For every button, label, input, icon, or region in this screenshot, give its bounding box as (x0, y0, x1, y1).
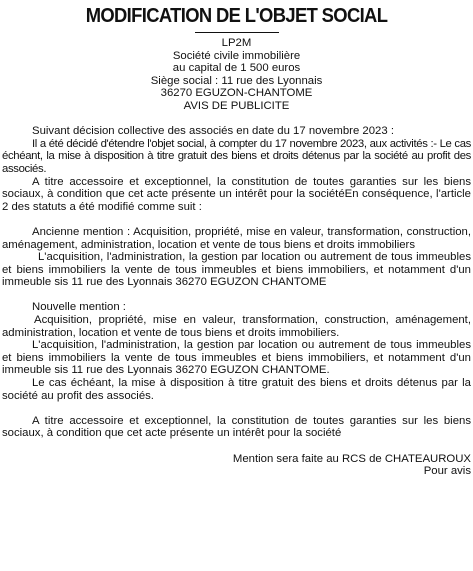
company-type: Société civile immobilière (172, 49, 301, 62)
notice-title: MODIFICATION DE L'OBJET SOCIAL (85, 5, 388, 27)
paragraph-guarantees: A titre accessoire et exceptionnel, la constitution de toutes garanties sur les biens sociaux, à condition que cet acte présente un intérêt pour la sociétéEn conséquence, l'article 2 des statuts a été modifié comme suit : (2, 175, 471, 213)
paragraph-new-mention-3: Le cas échéant, la mise à disposition à titre gratuit des biens et droits détenus par la société au profit des associés. (2, 377, 471, 402)
paragraph-new-mention-4: A titre accessoire et exceptionnel, la constitution de toutes garanties sur les biens sociaux, à condition que cet acte présente un intérêt pour la société (2, 414, 471, 440)
paragraph-old-mention-2: L'acquisition, l'administration, la gestion par location ou autrement de tous immeubles et biens immobiliers la vente de tous immeubles et biens immobiliers, et notamment d'un immeuble sis 11 rue des Lyonnais 36270 EGUZON CHANTOME (2, 251, 471, 289)
title-underline (195, 32, 279, 33)
footer-signoff: Pour avis (423, 465, 471, 478)
notice-type: AVIS DE PUBLICITE (183, 99, 290, 112)
spacer (2, 113, 471, 126)
spacer (2, 440, 471, 453)
spacer (2, 213, 471, 226)
company-city: 36270 EGUZON-CHANTOME (160, 87, 313, 100)
footer-rcs: Mention sera faite au RCS de CHATEAUROUX (232, 452, 471, 465)
spacer (2, 289, 471, 302)
paragraph-new-mention-heading: Nouvelle mention : (32, 301, 126, 314)
paragraph-decision: Suivant décision collective des associés en date du 17 novembre 2023 : (32, 125, 394, 138)
spacer (2, 402, 471, 415)
paragraph-new-mention-1: Acquisition, propriété, mise en valeur, transformation, construction, aménagement, administration, location et vente de tous biens et droits immobiliers. (2, 314, 471, 339)
company-header (2, 37, 471, 113)
paragraph-new-mention-2: L'acquisition, l'administration, la gestion par location ou autrement de tous immeubles et biens immobiliers la vente de tous immeubles et biens immobiliers, et notamment d'un immeuble sis 11 rue des Lyonnais 36270 EGUZON CHANTOME. (2, 339, 471, 377)
company-seat: Siège social : 11 rue des Lyonnais (150, 74, 323, 87)
paragraph-old-mention: Ancienne mention : Acquisition, propriété, mise en valeur, transformation, construction, aménagement, administration, location et vente de tous biens et droits immobiliers (2, 225, 471, 251)
paragraph-extension: Il a été décidé d'étendre l'objet social, à compter du 17 novembre 2023, aux activités :- Le cas échéant, la mise à disposition à titre gratuit des biens et droits détenus par la société au profit des associés. (2, 137, 471, 175)
company-name: LP2M (221, 37, 252, 49)
company-capital: au capital de 1 500 euros (172, 62, 301, 75)
